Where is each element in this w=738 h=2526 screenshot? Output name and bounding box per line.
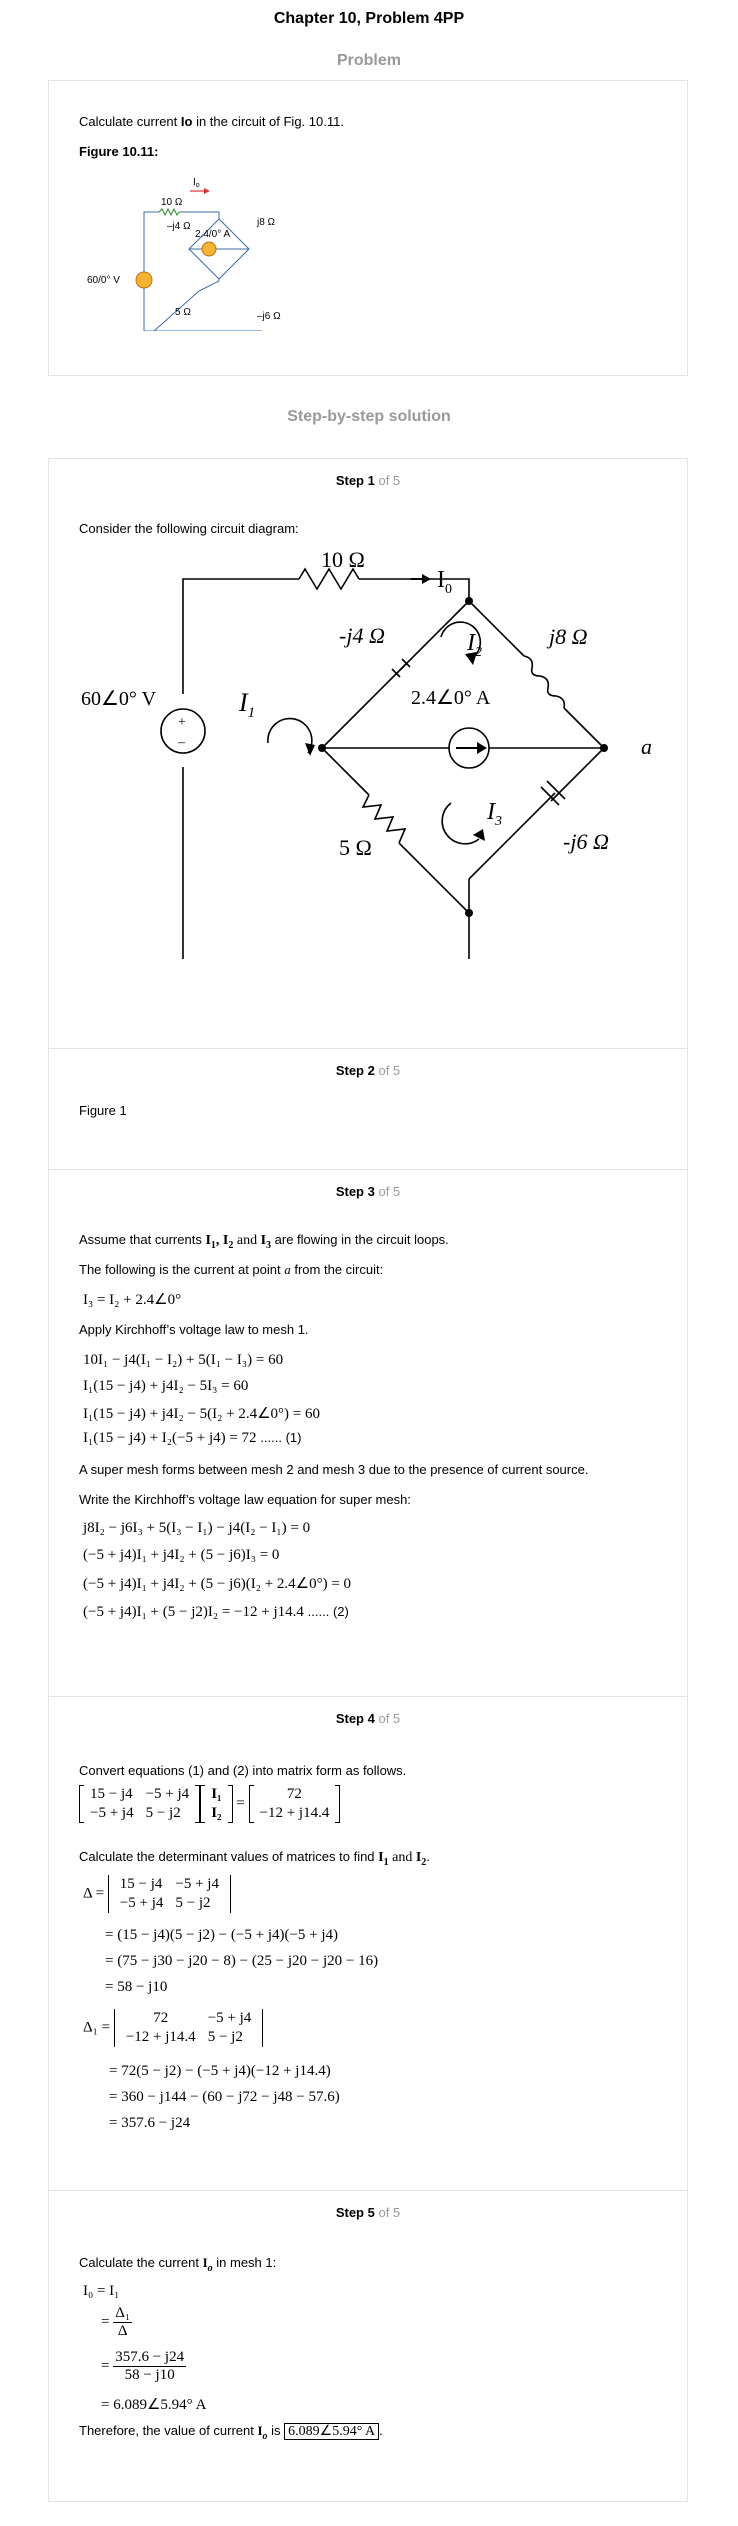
step4-t2: Calculate the determinant values of matrices to find $I_1$ and $I_2$. (79, 1849, 430, 1868)
step-2-header: Step 2 of 5 (335, 1063, 401, 1078)
step-3-header: Step 3 of 5 (335, 1184, 401, 1199)
eq-kvl-4: I₁(15 − j4) + I₂(−5 + j4) = 72 ...... (1) (83, 1430, 302, 1446)
ind-label: j8 Ω (549, 624, 588, 649)
small-r2-label: 5 Ω (175, 307, 191, 318)
delta1-line-3: = 357.6 − j24 (109, 2115, 191, 2131)
step-5-card (48, 2190, 688, 2502)
step5-t1: Calculate the current $I_o$ in mesh 1: (79, 2255, 277, 2274)
page-title: Chapter 10, Problem 4PP (273, 10, 465, 27)
problem-figure (79, 171, 319, 331)
io-line-2: = $\frac{\text{Δ₁}}{\Delta}$ (101, 2305, 131, 2339)
step-4-card (48, 1696, 688, 2190)
small-cap1-label: –j4 Ω (167, 221, 191, 232)
solution-heading: Step-by-step solution (287, 408, 451, 425)
step3-t5: Write the Kirchhoff’s voltage law equation for super mesh: (79, 1492, 411, 1507)
step1-text: Consider the following circuit diagram: (79, 521, 299, 536)
inductor-j8 (524, 656, 564, 708)
source-minus: – (178, 735, 185, 750)
step3-t4: A super mesh forms between mesh 2 and mesh 3 due to the presence of current source. (79, 1462, 589, 1477)
eq-super-3: (−5 + j4)I₁ + j4I₂ + (5 − j6)(I₂ + 2.4∠0°) = 0 (83, 1576, 352, 1592)
io-line-1: I₀ = I₁ (83, 2283, 120, 2299)
r1-label: 10 Ω (321, 547, 365, 572)
small-ind-label: j8 Ω (257, 217, 276, 228)
problem-card (48, 80, 688, 376)
delta-det: Δ = 15 − j4 −5 + j4 −5 + j4 5 − j2 (83, 1875, 231, 1913)
small-io-label: $I_o$ (193, 177, 200, 189)
io-line-3: = $\frac{357.6 - j24}{58 - j10}$ (101, 2349, 185, 2383)
cap1-label: -j4 Ω (339, 623, 385, 648)
step-5-header: Step 5 of 5 (335, 2205, 401, 2220)
eq-kvl-3: I₁(15 − j4) + j4I₂ − 5(I₂ + 2.4∠0°) = 60 (83, 1406, 320, 1422)
mesh2-label: $I_2$ (467, 630, 482, 660)
delta1-det: Δ₁ = 72 −5 + j4 −12 + j14.4 5 − j2 (83, 2009, 263, 2047)
small-resistor-1 (159, 209, 179, 215)
problem-heading: Problem (336, 52, 401, 69)
circuit-diagram (49, 539, 689, 959)
srcv-label: 60∠0° V (81, 688, 157, 710)
step5-t2: Therefore, the value of current $I_o$ is 6.089∠5.94° A . (79, 2423, 383, 2442)
small-voltage-source (136, 272, 152, 288)
eq-super-2: (−5 + j4)I₁ + j4I₂ + (5 − j6)I₃ = 0 (83, 1547, 280, 1563)
small-r1-label: 10 Ω (161, 197, 183, 208)
small-cap2-label: –j6 Ω (257, 311, 281, 322)
step3-t2: The following is the current at point a from the circuit: (79, 1262, 384, 1277)
io-line-4: = 6.089∠5.94° A (101, 2397, 207, 2413)
eq-super-1: j8I₂ − j6I₃ + 5(I₃ − I₁) − j4(I₂ − I₁) = 0 (83, 1520, 311, 1536)
problem-text: Calculate current Io in the circuit of Fig. 10.11. (79, 114, 344, 129)
cap2-label: -j6 Ω (563, 829, 609, 854)
mesh3-label: $I_3$ (487, 799, 502, 829)
step-2-card (48, 1048, 688, 1169)
step3-t1: Assume that currents $I_1$, $I_2$ and $I_3$ are flowing in the circuit loops. (79, 1232, 449, 1251)
eq-current-a: I₃ = I₂ + 2.4∠0° (83, 1292, 182, 1308)
step4-t1: Convert equations (1) and (2) into matrix form as follows. (79, 1763, 407, 1778)
r2-label: 5 Ω (339, 835, 372, 860)
source-plus: + (178, 715, 186, 730)
step-4-header: Step 4 of 5 (335, 1711, 401, 1726)
small-srci-label: 2.4/0° A (195, 229, 231, 240)
delta-line-3: = 58 − j10 (105, 1979, 168, 1995)
eq-kvl-2: I₁(15 − j4) + j4I₂ − 5I₃ = 60 (83, 1378, 249, 1394)
step-3-card (48, 1169, 688, 1696)
figure-label: Figure 10.11: (79, 144, 159, 159)
small-srcv-label: 60/0° V (87, 275, 120, 286)
matrix-equation: 15 − j4 −5 + j4 −5 + j4 5 − j2 I₁ I₂ = 72 −12 + j14.4 (79, 1785, 340, 1823)
small-current-source (202, 242, 216, 256)
delta-line-1: = (15 − j4)(5 − j2) − (−5 + j4)(−5 + j4) (105, 1927, 339, 1943)
resistor-10 (299, 569, 359, 589)
delta1-line-1: = 72(5 − j2) − (−5 + j4)(−12 + j14.4) (109, 2063, 331, 2079)
step2-text: Figure 1 (79, 1103, 127, 1118)
io-label: $I_0$ (437, 567, 452, 597)
eq-kvl-1: 10I₁ − j4(I₁ − I₂) + 5(I₁ − I₃) = 60 (83, 1352, 284, 1368)
step3-t3: Apply Kirchhoff’s voltage law to mesh 1. (79, 1322, 309, 1337)
step-1-card (48, 458, 688, 1048)
mesh1-label: $I_1$ (239, 688, 256, 721)
eq-super-4: (−5 + j4)I₁ + (5 − j2)I₂ = −12 + j14.4 ...... (2) (83, 1604, 349, 1620)
delta1-line-2: = 360 − j144 − (60 − j72 − j48 − 57.6) (109, 2089, 340, 2105)
step-1-header: Step 1 of 5 (335, 473, 401, 488)
delta-line-2: = (75 − j30 − j20 − 8) − (25 − j20 − j20 − 16) (105, 1953, 379, 1969)
final-answer: 6.089∠5.94° A (284, 2423, 379, 2440)
srci-label: 2.4∠0° A (411, 687, 491, 709)
node-a-label: a (641, 734, 652, 759)
